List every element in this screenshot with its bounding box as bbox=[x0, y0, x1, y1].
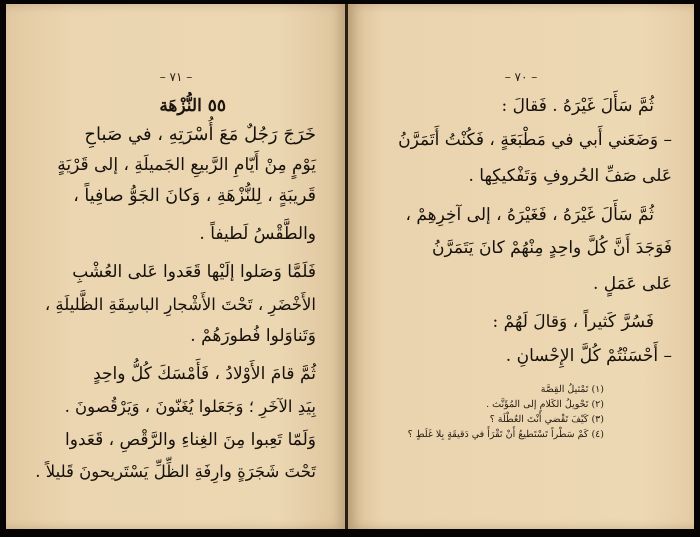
left-line-7: وَتَناوَلوا فُطورَهُمْ . bbox=[190, 326, 316, 346]
question-2: (٢) تَحْويلُ الكَلامِ إلى المُؤَنَّث . bbox=[486, 399, 604, 410]
question-4: (٤) كَمْ سَطْراً تَسْتَطيعُ أَنْ تَقْرَأَ في دَقيقَةٍ بِلا غَلَطٍ ؟ bbox=[407, 429, 604, 440]
right-page bbox=[348, 4, 694, 529]
right-line-6: عَلى عَمَلٍ . bbox=[593, 274, 672, 294]
right-line-1: ثُمَّ سَأَلَ غَيْرَهُ . فَقالَ : bbox=[501, 96, 654, 116]
right-line-5: فَوَجَدَ أَنَّ كُلَّ واحِدٍ مِنْهُمْ كانَ يَتَمَرَّنُ bbox=[431, 238, 672, 258]
lesson-title: ٥٥ النُّزْهَة bbox=[159, 96, 226, 116]
left-line-1: خَرَجَ رَجُلٌ مَعَ أُسْرَتِهِ ، في صَباحِ bbox=[84, 124, 316, 145]
left-line-6: الأَخْضَرِ ، تَحْتَ الأَشْجارِ الباسِقَةِ الظَّليلَةِ ، bbox=[44, 295, 316, 314]
question-1: (١) تَمْثيلُ القِصَّة bbox=[540, 384, 604, 395]
left-page bbox=[6, 4, 346, 529]
left-line-2: يَوْمٍ مِنْ أَيّامِ الرَّبيعِ الجَميلَةِ ، إلى قَرْيَةٍ bbox=[57, 155, 316, 175]
left-line-11: تَحْتَ شَجَرَةٍ وارِفَةِ الظِّلِّ يَسْتَريحونَ قَليلاً . bbox=[35, 462, 316, 481]
left-line-10: وَلَمّا تَعِبوا مِنَ الغِناءِ والرَّقْصِ ، قَعَدوا bbox=[65, 430, 316, 450]
right-line-2: – وَضَعَني أَبي في مَطْبَعَةٍ ، فَكُنْتُ أَتَمَرَّنُ bbox=[398, 130, 672, 150]
left-line-9: بِيَدِ الآخَرِ ؛ وَجَعَلوا يُغَنّونَ ، وَيَرْقُصونَ . bbox=[64, 397, 316, 416]
left-line-4: والطَّقْسُ لَطيفاً . bbox=[199, 224, 316, 244]
left-line-5: فَلَمَّا وَصَلوا إلَيْها قَعَدوا عَلى العُشْبِ bbox=[72, 262, 316, 282]
page-number-left: – ٧١ – bbox=[159, 70, 193, 84]
question-3: (٣) كَيْفَ تَقْضي أَنْتَ العُطْلَة ؟ bbox=[489, 414, 604, 425]
right-line-8: – أَحْسَنْتُمْ كُلَّ الإِحْسانِ . bbox=[505, 346, 672, 366]
page-number-right: – ٧٠ – bbox=[504, 70, 538, 84]
right-line-4: ثُمَّ سَأَلَ غَيْرَهُ ، فَغَيْرَهُ ، إلى آخِرِهِمْ ، bbox=[405, 205, 654, 225]
right-line-7: فَسُرَّ كَثيراً ، وَقالَ لَهُمْ : bbox=[492, 312, 654, 332]
left-line-8: ثُمَّ قامَ الأَوْلادُ ، فَأَمْسَكَ كُلُّ واحِدٍ bbox=[93, 364, 316, 384]
left-line-3: قَريبَةٍ ، لِلنُّزْهَةِ ، وَكانَ الجَوُّ صافِياً ، bbox=[73, 186, 316, 206]
right-line-3: عَلى صَفِّ الحُروفِ وَتَفْكيكِها . bbox=[468, 166, 672, 186]
